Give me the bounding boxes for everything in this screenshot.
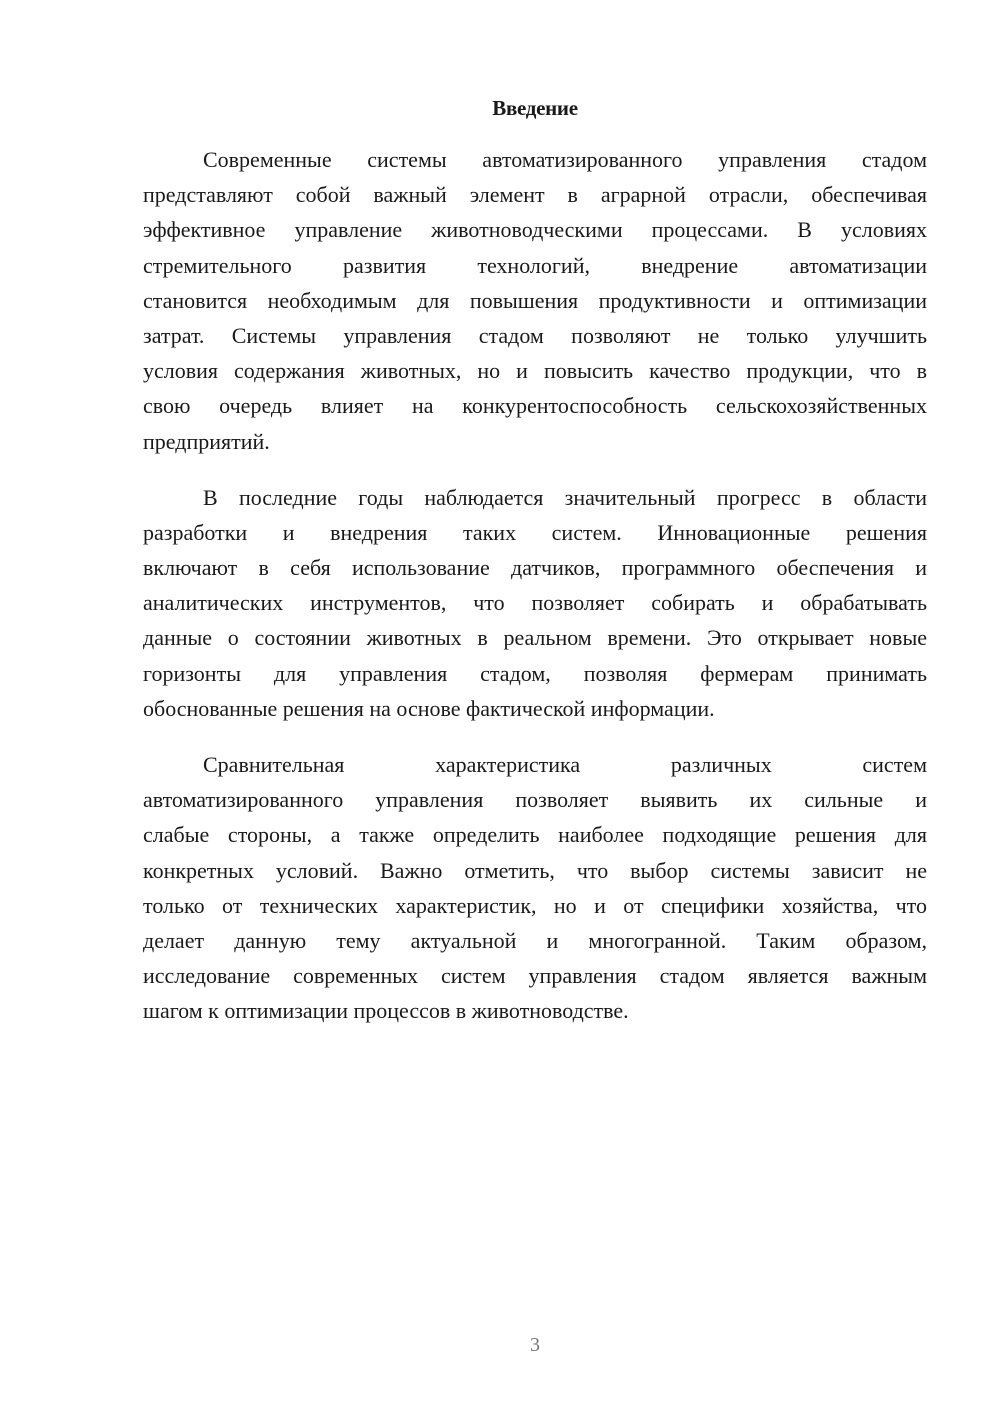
text-line: В последние годы наблюдается значительный прогресс в области [203, 484, 927, 510]
text-line: обоснованные решения на основе фактической информации. [143, 695, 715, 721]
text-line: условия содержания животных, но и повысить качество продукции, что в [143, 358, 927, 384]
text-line: аналитических инструментов, что позволяет собирать и обрабатывать [143, 590, 927, 616]
paragraph [143, 142, 927, 459]
text-line: конкретных условий. Важно отметить, что выбор системы зависит не [143, 857, 927, 883]
text-line: представляют собой важный элемент в аграрной отрасли, обеспечивая [143, 182, 927, 208]
text-line: горизонты для управления стадом, позволяя фермерам принимать [143, 660, 927, 686]
text-line: Современные системы автоматизированного управления стадом [203, 147, 927, 172]
text-line: данные о состоянии животных в реальном времени. Это открывает новые [143, 625, 927, 651]
text-line: эффективное управление животноводческими процессами. В условиях [143, 217, 927, 243]
text-line: предприятий. [143, 428, 270, 454]
text-line: делает данную тему актуальной и многогранной. Таким образом, [143, 927, 927, 953]
text-line: Сравнительная характеристика различных систем [203, 752, 927, 777]
document-body [143, 142, 927, 1050]
text-line: слабые стороны, а также определить наиболее подходящие решения для [143, 822, 927, 848]
text-line: становится необходимым для повышения продуктивности и оптимизации [143, 287, 927, 313]
text-line: исследование современных систем управления стадом является важным [143, 963, 927, 989]
paragraph [143, 480, 927, 726]
text-line: включают в себя использование датчиков, программного обеспечения и [143, 555, 927, 581]
text-line: затрат. Системы управления стадом позволяют не только улучшить [143, 322, 927, 348]
text-line: автоматизированного управления позволяет выявить их сильные и [143, 787, 927, 813]
text-line: стремительного развития технологий, внедрение автоматизации [143, 252, 927, 278]
text-line: свою очередь влияет на конкурентоспособность сельскохозяйственных [143, 393, 927, 419]
section-title: Введение [492, 96, 578, 120]
paragraph [143, 747, 927, 1029]
text-line: шагом к оптимизации процессов в животноводстве. [143, 998, 629, 1024]
text-line: разработки и внедрения таких систем. Инновационные решения [143, 519, 927, 545]
text-line: только от технических характеристик, но и от специфики хозяйства, что [143, 892, 927, 918]
page-number: 3 [530, 1334, 540, 1356]
